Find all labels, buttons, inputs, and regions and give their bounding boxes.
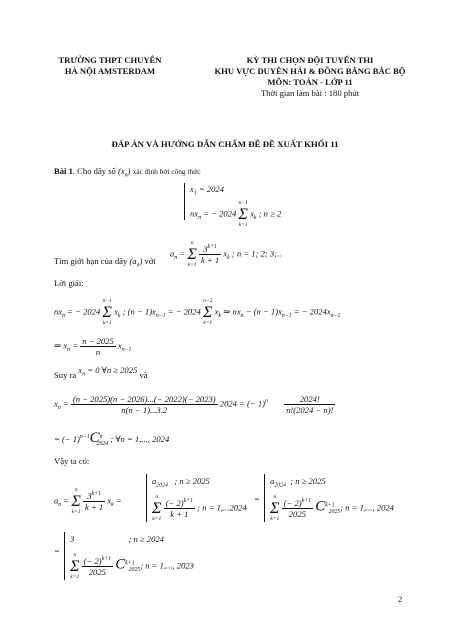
problem-intro-tail: xác định bởi công thức <box>132 167 201 176</box>
fraction: $\frac{(- 2)^{k+1}}{2025}$ <box>283 498 312 519</box>
eq3-denominator-2: n!(2024 − n)! <box>286 405 334 415</box>
exam-time: Thời gian làm bài : 180 phút <box>260 88 360 98</box>
suy-ra-text: Suy ra <box>54 370 77 380</box>
sum-symbol: n Σ k=1 <box>71 487 81 515</box>
solution-suy-ra <box>54 365 148 383</box>
school-line-1: TRƯỜNG THPT CHUYÊN <box>58 55 162 65</box>
problem-intro-text: . Cho dãy số <box>72 166 116 176</box>
solution-eq-4: = (− $1)^{n-1}C^n_{2024}$ ; ∀n = 1,..., 2024 <box>54 430 170 447</box>
solution-eq-1: $nx_n$ = − 2024 n−1 Σ k=1 $x_k$ ; $(n - 1)x_{n-1}$ = − 2024 n−2 Σ k=1 $x_k$ ⇒ $nx_n - (n - 1)x_{n-1}$ = − $2024x_{n-1}$ <box>54 298 341 326</box>
eq3-denominator: n(n − 1)...3.2 <box>121 405 168 415</box>
system-line-1: $x_1 = 2024$ <box>190 184 225 197</box>
exam-line-3: MÔN: TOÁN - LỚP 11 <box>267 77 353 87</box>
suy-ra-condition: $x_n = 0$ ∀n ≥ 2025 <box>78 365 138 378</box>
fraction <box>284 394 335 415</box>
eq2-denominator: n <box>95 347 101 357</box>
school-line-2: HÀ NỘI AMSTERDAM <box>64 66 156 76</box>
sequence-a-symbol: $(a_n)$ <box>129 256 143 269</box>
system-line-2: $nx_n$ = − 2024 n−1 Σ k=1 $x_k$ ; n ≥ 2 <box>190 200 282 228</box>
problem-intro <box>54 166 200 179</box>
exam-line-1: KỲ THI CHỌN ĐỘI TUYỂN THI <box>246 55 374 65</box>
system-brace <box>184 183 185 220</box>
fraction: $\frac{3^{k+1}}{k + 1}$ <box>84 491 104 512</box>
sum-symbol: n−1 Σ k=1 <box>238 200 248 228</box>
case-2-equal: = <box>254 494 260 504</box>
fraction <box>71 394 218 415</box>
va-text: và <box>139 370 148 380</box>
final-equal: = <box>54 546 60 556</box>
fraction: $\frac{(- 2)^{k+1}}{2025}$ <box>83 556 112 577</box>
solution-eq-2: ⇒ $x_n$ = $\frac{n - 2025}{n}$ $x_{n-1}$ <box>54 336 132 357</box>
final-a: 3 ; n ≥ 2024 <box>70 534 164 544</box>
problem-label: Bài 1 <box>54 166 73 176</box>
sum-symbol: n−2 Σ k=1 <box>202 298 213 326</box>
case-brace-1 <box>146 474 147 522</box>
limit-question <box>54 256 156 269</box>
limit-text: Tìm giới hạn của dãy <box>54 256 128 266</box>
case-1a: $a_{2024}$ ; n ≥ 2025 <box>152 476 210 489</box>
an-definition: $a_n$ = n Σ k=1 $\frac{3^{k+1}}{k + 1}$ $x_k$ ; n = 1; 2; 3;.. <box>170 240 282 268</box>
sum-symbol: n Σ k=1 <box>70 552 80 580</box>
fraction: $\frac{3^{k+1}}{k + 1}$ <box>200 244 220 265</box>
page-number: 2 <box>398 594 403 604</box>
eq2-numerator: n − 2025 <box>82 336 114 346</box>
fraction <box>80 336 116 357</box>
sequence-x-symbol: $(x_n)$ <box>118 166 131 179</box>
case-1b: n Σ k=1 $\frac{(- 2)^{k+1}}{k + 1}$ ; n = 1,...2024 <box>152 494 247 522</box>
page-title: ĐÁP ÁN VÀ HƯỚNG DẪN CHẤM ĐỀ ĐỀ XUẤT KHỐI 11 <box>111 139 339 149</box>
exam-line-2: KHU VỰC DUYÊN HẢI & ĐỒNG BẰNG BẮC BỘ <box>214 66 406 76</box>
case-2a: $a_{2024}$ ; n ≥ 2025 <box>270 476 326 489</box>
sum-symbol: n Σ k=1 <box>187 240 197 268</box>
eq3-numerator-2: 2024! <box>284 394 335 405</box>
with-text: với <box>144 256 156 266</box>
exam-info <box>190 55 430 99</box>
sum-symbol: n Σ k=1 <box>270 494 280 522</box>
final-b: n Σ k=1 $\frac{(- 2)^{k+1}}{2025}$ $C^{k+1}_{2025}$; n = 1,..., 2023 <box>70 552 194 580</box>
sum-symbol: n−1 Σ k=1 <box>102 298 112 326</box>
fraction: $\frac{(- 2)^{k+1}}{k + 1}$ <box>165 498 194 519</box>
final-brace <box>64 532 65 580</box>
conclusion-text: Vậy ta có: <box>54 456 90 466</box>
case-2b: n Σ k=1 $\frac{(- 2)^{k+1}}{2025}$ $C^{k+1}_{2025}$; n = 1,..., 2024 <box>270 494 394 522</box>
sum-symbol: n Σ k=1 <box>152 494 162 522</box>
an-sum-expression: $a_n$ = n Σ k=1 $\frac{3^{k+1}}{k + 1}$ $x_k$ = <box>54 487 122 515</box>
solution-eq-3: $x_n$ = $\frac{(n - 2025)(n - 2026)...(- 2022)(- 2023)}{n(n - 1)...3.2}$ 2024 = (− 1)$^n$ $\frac{2024!}{n!(2024 - n)!}$ <box>54 394 334 415</box>
solution-label: Lời giải: <box>54 278 84 288</box>
eq3-numerator: (n − 2025)(n − 2026)...(− 2022)(− 2023) <box>72 394 216 404</box>
school-name <box>40 55 180 77</box>
case-brace-2 <box>264 474 265 522</box>
